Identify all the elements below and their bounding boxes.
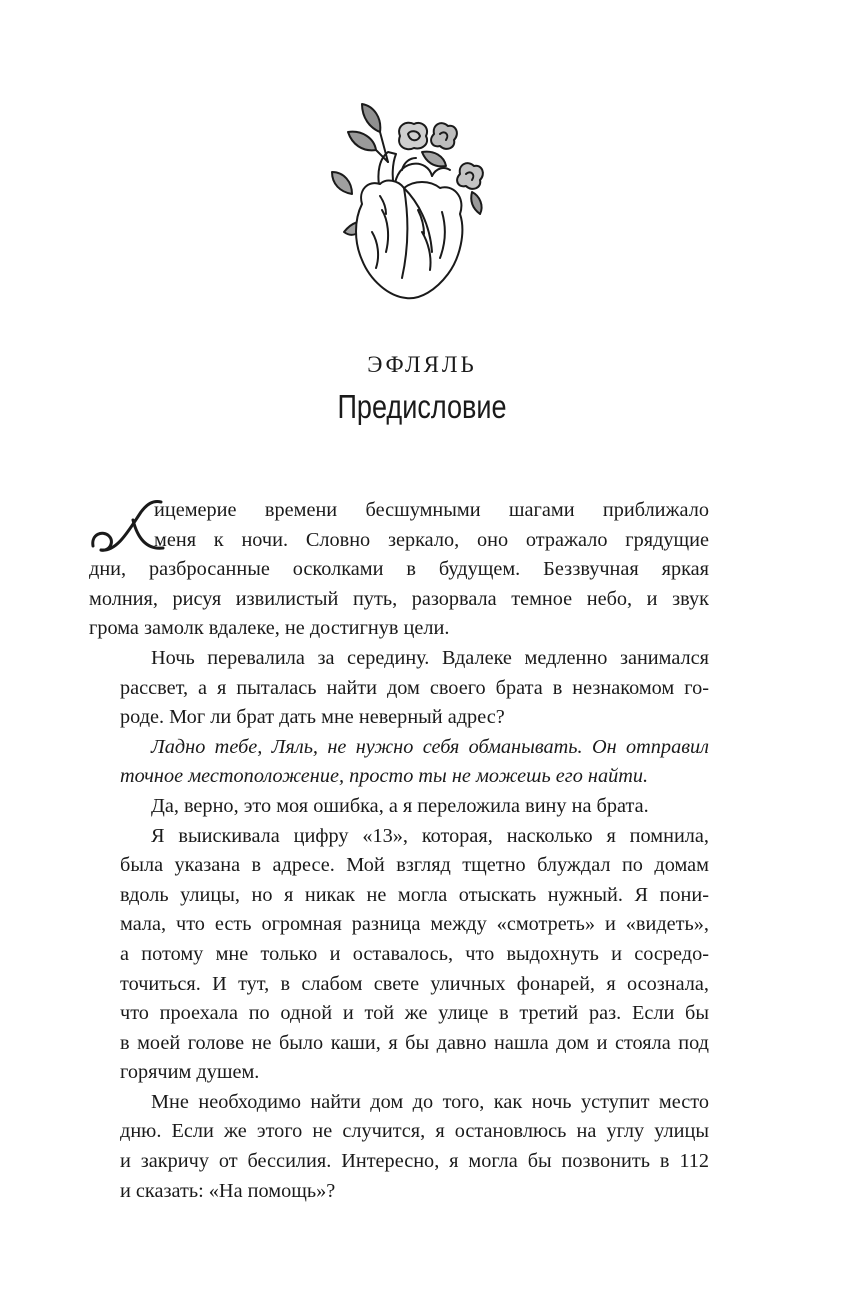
text-line: вдоль улицы, но я никак не могла отыскать нужный. Я пони- bbox=[120, 883, 709, 906]
text-line: мала, что есть огромная разница между «смотреть» и «видеть», bbox=[120, 913, 709, 936]
text-line: была указана в адресе. Мой взгляд тщетно блуждал по домам bbox=[120, 854, 709, 877]
text-line: Да, верно, это моя ошибка, а я переложила вину на брата. bbox=[151, 794, 649, 817]
paragraph-3-italic bbox=[89, 733, 709, 792]
paragraph-4 bbox=[89, 792, 709, 822]
text-line: в моей голове не было каши, я бы давно нашла дом и стояла под bbox=[120, 1031, 709, 1054]
drop-cap-letter: Л bbox=[89, 490, 90, 491]
text-line: Ладно тебе, Ляль, не нужно себя обманывать. Он отправил bbox=[151, 735, 709, 758]
chapter-name: ЭФЛЯЛЬ bbox=[367, 352, 477, 377]
paragraph-1 bbox=[89, 496, 709, 644]
text-line: точиться. И тут, в слабом свете уличных фонарей, я осознала, bbox=[120, 972, 709, 995]
paragraph-5 bbox=[89, 822, 709, 1088]
paragraph-6 bbox=[89, 1088, 709, 1206]
text-line: дни, разбросанные осколками в будущем. Беззвучная яркая bbox=[89, 558, 709, 581]
body-text bbox=[89, 496, 709, 1206]
text-line: Я выискивала цифру «13», которая, насколько я помнила, bbox=[151, 824, 709, 847]
text-line: и закричу от бессилия. Интересно, я могла бы позвонить в 112 bbox=[120, 1150, 709, 1173]
text-line: Мне необходимо найти дом до того, как ночь уступит место bbox=[151, 1090, 709, 1113]
text-line: грома замолк вдалеке, не достигнув цели. bbox=[89, 617, 450, 640]
text-line: молния, рисуя извилистый путь, разорвала темное небо, и звук bbox=[89, 587, 709, 610]
text-line: что проехала по одной и той же улице в третий раз. Если бы bbox=[120, 1002, 709, 1025]
text-line: роде. Мог ли брат дать мне неверный адрес? bbox=[120, 706, 505, 729]
text-line: Ночь перевалила за середину. Вдалеке медленно занимался bbox=[151, 646, 709, 669]
chapter-title: Предисловие bbox=[337, 388, 507, 425]
paragraph-2 bbox=[89, 644, 709, 733]
text-line: ицемерие времени бесшумными шагами приближало bbox=[154, 499, 709, 521]
text-line: дню. Если же этого не случится, я остановлюсь на углу улицы bbox=[120, 1120, 709, 1143]
text-line: а потому мне только и оставалось, что выдохнуть и сосредо- bbox=[120, 942, 709, 965]
heart-roses-icon bbox=[322, 92, 502, 307]
text-line: меня к ночи. Словно зеркало, оно отражало грядущие bbox=[154, 528, 709, 551]
text-line: горячим душем. bbox=[120, 1061, 260, 1084]
text-line: точное местоположение, просто ты не можешь его найти. bbox=[120, 765, 649, 788]
text-line: рассвет, а я пыталась найти дом своего брата в незнакомом го- bbox=[120, 676, 709, 699]
text-line: и сказать: «На помощь»? bbox=[120, 1179, 336, 1202]
